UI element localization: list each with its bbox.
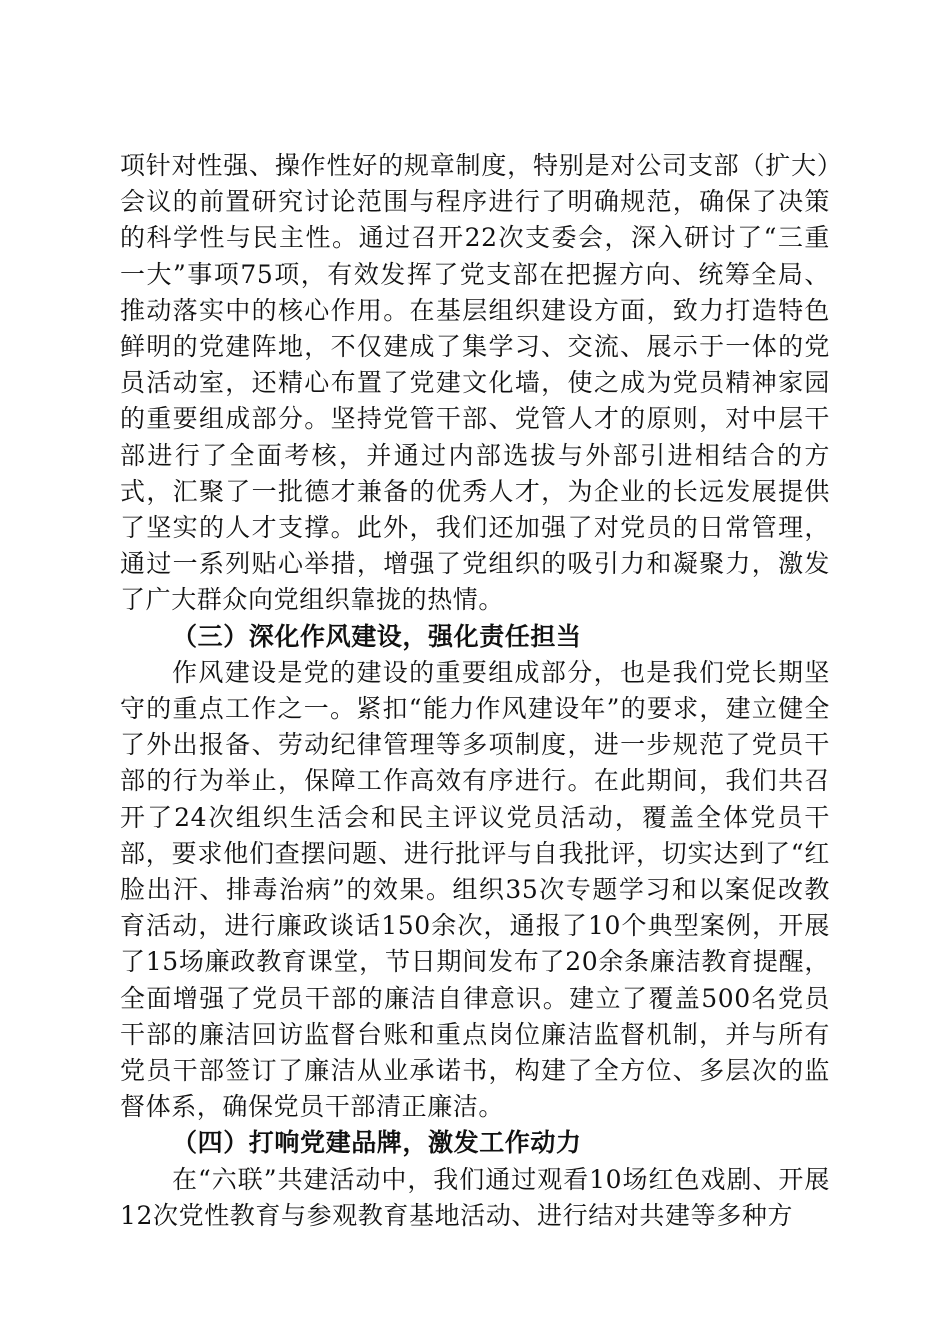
body-paragraph-3: 作风建设是党的建设的重要组成部分，也是我们党长期坚守的重点工作之一。紧扣“能力作风建设年”的要求，建立健全了外出报备、劳动纪律管理等多项制度，进一步规范了党员干部的行为举止，保障工作高效有序进行。在此期间，我们共召开了24次组织生活会和民主评议党员活动，覆盖全体党员干部，要求他们查摆问题、进行批评与自我批评，切实达到了“红脸出汗、排毒治病”的效果。组织35次专题学习和以案促改教育活动，进行廉政谈话150余次，通报了10个典型案例，开展了15场廉政教育课堂，节日期间发布了20余条廉洁教育提醒，全面增强了党员干部的廉洁自律意识。建立了覆盖500名党员干部的廉洁回访监督台账和重点岗位廉洁监督机制，并与所有党员干部签订了廉洁从业承诺书，构建了全方位、多层次的监督体系，确保党员干部清正廉洁。 <box>120 657 830 1122</box>
document-page <box>120 148 830 1234</box>
body-paragraph-4: 在“六联”共建活动中，我们通过观看10场红色戏剧、开展12次党性教育与参观教育基地活动、进行结对共建等多种方 <box>120 1164 830 1230</box>
section-heading-3: （三）深化作风建设，强化责任担当 <box>172 621 582 651</box>
body-paragraph-continued: 项针对性强、操作性好的规章制度，特别是对公司支部（扩大）会议的前置研究讨论范围与程序进行了明确规范，确保了决策的科学性与民主性。通过召开22次支委会，深入研讨了“三重一大”事项75项，有效发挥了党支部在把握方向、统筹全局、推动落实中的核心作用。在基层组织建设方面，致力打造特色鲜明的党建阵地，不仅建成了集学习、交流、展示于一体的党员活动室，还精心布置了党建文化墙，使之成为党员精神家园的重要组成部分。坚持党管干部、党管人才的原则，对中层干部进行了全面考核，并通过内部选拔与外部引进相结合的方式，汇聚了一批德才兼备的优秀人才，为企业的长远发展提供了坚实的人才支撑。此外，我们还加强了对党员的日常管理，通过一系列贴心举措，增强了党组织的吸引力和凝聚力，激发了广大群众向党组织靠拢的热情。 <box>120 151 830 615</box>
section-heading-4: （四）打响党建品牌，激发工作动力 <box>172 1128 582 1158</box>
